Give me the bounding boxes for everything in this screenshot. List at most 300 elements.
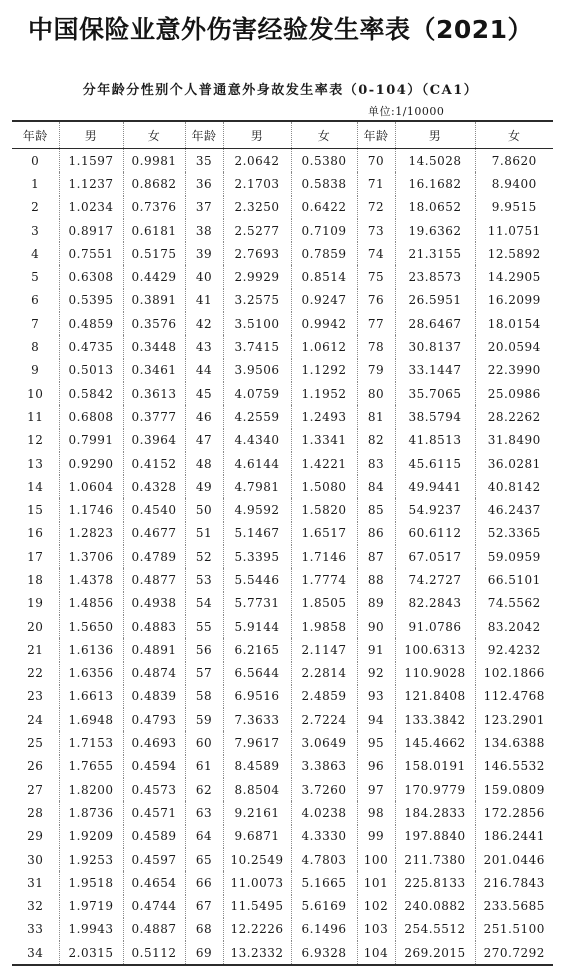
cell-female-rate: 1.9858 [291, 615, 357, 638]
cell-age: 86 [357, 522, 395, 545]
cell-age: 0 [31, 153, 40, 168]
cell-age: 38 [185, 219, 223, 242]
cell-male-rate: 0.5013 [59, 359, 123, 382]
cell-male-rate: 1.6356 [59, 662, 123, 685]
cell-female-rate: 0.4744 [123, 895, 185, 918]
cell-female-rate: 0.4328 [123, 475, 185, 498]
cell-male-rate: 2.7693 [223, 242, 291, 265]
cell-female-rate: 3.7260 [291, 778, 357, 801]
table-row [12, 149, 553, 173]
cell-female-rate: 31.8490 [475, 429, 553, 452]
cell-male-rate: 0.5395 [59, 289, 123, 312]
cell-male-rate: 49.9441 [395, 475, 475, 498]
cell-female-rate: 0.3448 [123, 335, 185, 358]
cell-age: 88 [357, 568, 395, 591]
cell-age: 72 [357, 196, 395, 219]
cell-female-rate: 172.2856 [475, 801, 553, 824]
cell-female-rate: 0.4874 [123, 662, 185, 685]
cell-female-rate: 1.7774 [291, 568, 357, 591]
cell-male-rate: 1.8200 [59, 778, 123, 801]
cell-male-rate: 1.0234 [59, 196, 123, 219]
header-female: 女 [475, 121, 553, 149]
cell-female-rate: 1.2493 [291, 405, 357, 428]
cell-female-rate: 146.5532 [475, 755, 553, 778]
cell-male-rate: 5.7731 [223, 592, 291, 615]
cell-male-rate: 0.5842 [59, 382, 123, 405]
cell-age: 5 [31, 270, 40, 285]
table-row [12, 825, 553, 848]
cell-age: 8 [31, 340, 40, 355]
cell-female-rate: 59.0959 [475, 545, 553, 568]
cell-age: 17 [27, 549, 44, 564]
cell-age: 58 [185, 685, 223, 708]
cell-age: 77 [357, 312, 395, 335]
cell-male-rate: 18.0652 [395, 196, 475, 219]
cell-female-rate: 0.6181 [123, 219, 185, 242]
cell-male-rate: 225.8133 [395, 871, 475, 894]
cell-male-rate: 145.4662 [395, 731, 475, 754]
cell-age: 74 [357, 242, 395, 265]
cell-female-rate: 8.9400 [475, 172, 553, 195]
cell-age: 73 [357, 219, 395, 242]
cell-age: 100 [357, 848, 395, 871]
table-row [12, 382, 553, 405]
cell-male-rate: 1.4856 [59, 592, 123, 615]
cell-female-rate: 0.8514 [291, 265, 357, 288]
cell-age: 40 [185, 265, 223, 288]
cell-male-rate: 6.9516 [223, 685, 291, 708]
cell-age: 29 [27, 829, 44, 844]
cell-male-rate: 54.9237 [395, 498, 475, 521]
cell-age: 64 [185, 825, 223, 848]
cell-female-rate: 0.4887 [123, 918, 185, 941]
cell-age: 69 [185, 941, 223, 965]
cell-female-rate: 74.5562 [475, 592, 553, 615]
cell-age: 70 [357, 149, 395, 173]
cell-female-rate: 1.8505 [291, 592, 357, 615]
cell-female-rate: 186.2441 [475, 825, 553, 848]
cell-age: 97 [357, 778, 395, 801]
cell-male-rate: 2.1703 [223, 172, 291, 195]
cell-female-rate: 0.4839 [123, 685, 185, 708]
cell-male-rate: 4.7981 [223, 475, 291, 498]
cell-male-rate: 2.3250 [223, 196, 291, 219]
cell-male-rate: 5.5446 [223, 568, 291, 591]
cell-age: 60 [185, 731, 223, 754]
cell-age: 71 [357, 172, 395, 195]
cell-male-rate: 7.3633 [223, 708, 291, 731]
cell-female-rate: 0.4654 [123, 871, 185, 894]
cell-age: 30 [27, 852, 44, 867]
cell-age: 21 [27, 642, 44, 657]
cell-male-rate: 3.2575 [223, 289, 291, 312]
cell-male-rate: 3.9506 [223, 359, 291, 382]
cell-age: 89 [357, 592, 395, 615]
cell-female-rate: 1.0612 [291, 335, 357, 358]
cell-male-rate: 1.1746 [59, 498, 123, 521]
cell-age: 25 [27, 736, 44, 751]
cell-male-rate: 8.8504 [223, 778, 291, 801]
cell-female-rate: 6.9328 [291, 941, 357, 965]
cell-male-rate: 4.9592 [223, 498, 291, 521]
cell-age: 12 [27, 433, 44, 448]
cell-age: 92 [357, 662, 395, 685]
cell-female-rate: 0.4789 [123, 545, 185, 568]
cell-male-rate: 19.6362 [395, 219, 475, 242]
cell-female-rate: 1.7146 [291, 545, 357, 568]
cell-male-rate: 158.0191 [395, 755, 475, 778]
cell-male-rate: 110.9028 [395, 662, 475, 685]
cell-age: 23 [27, 689, 44, 704]
header-male: 男 [223, 121, 291, 149]
table-row [12, 615, 553, 638]
cell-age: 19 [27, 596, 44, 611]
table-row [12, 638, 553, 661]
cell-age: 66 [185, 871, 223, 894]
cell-age: 63 [185, 801, 223, 824]
cell-male-rate: 4.0759 [223, 382, 291, 405]
cell-age: 103 [357, 918, 395, 941]
cell-female-rate: 3.3863 [291, 755, 357, 778]
header-male: 男 [395, 121, 475, 149]
cell-female-rate: 0.9247 [291, 289, 357, 312]
cell-female-rate: 52.3365 [475, 522, 553, 545]
cell-age: 44 [185, 359, 223, 382]
cell-female-rate: 12.5892 [475, 242, 553, 265]
cell-female-rate: 5.6169 [291, 895, 357, 918]
cell-male-rate: 0.4859 [59, 312, 123, 335]
cell-female-rate: 1.4221 [291, 452, 357, 475]
cell-male-rate: 121.8408 [395, 685, 475, 708]
table-row [12, 941, 553, 965]
cell-age: 51 [185, 522, 223, 545]
cell-male-rate: 21.3155 [395, 242, 475, 265]
cell-male-rate: 11.0073 [223, 871, 291, 894]
cell-age: 11 [27, 409, 44, 424]
cell-male-rate: 5.9144 [223, 615, 291, 638]
cell-age: 83 [357, 452, 395, 475]
table-row [12, 172, 553, 195]
cell-male-rate: 197.8840 [395, 825, 475, 848]
cell-male-rate: 7.9617 [223, 731, 291, 754]
header-row [12, 121, 553, 149]
cell-age: 78 [357, 335, 395, 358]
table-row [12, 242, 553, 265]
table-row [12, 265, 553, 288]
cell-age: 96 [357, 755, 395, 778]
cell-age: 59 [185, 708, 223, 731]
cell-age: 46 [185, 405, 223, 428]
cell-male-rate: 5.1467 [223, 522, 291, 545]
cell-age: 2 [31, 200, 40, 215]
cell-age: 55 [185, 615, 223, 638]
cell-male-rate: 3.5100 [223, 312, 291, 335]
table-row [12, 312, 553, 335]
cell-age: 26 [27, 759, 44, 774]
cell-male-rate: 2.9929 [223, 265, 291, 288]
cell-age: 15 [27, 503, 44, 518]
table-row [12, 405, 553, 428]
cell-age: 27 [27, 782, 44, 797]
cell-female-rate: 2.4859 [291, 685, 357, 708]
cell-female-rate: 201.0446 [475, 848, 553, 871]
cell-male-rate: 3.7415 [223, 335, 291, 358]
cell-female-rate: 0.4152 [123, 452, 185, 475]
cell-age: 99 [357, 825, 395, 848]
cell-male-rate: 16.1682 [395, 172, 475, 195]
cell-age: 101 [357, 871, 395, 894]
cell-female-rate: 0.4589 [123, 825, 185, 848]
cell-female-rate: 233.5685 [475, 895, 553, 918]
cell-female-rate: 123.2901 [475, 708, 553, 731]
cell-male-rate: 1.7655 [59, 755, 123, 778]
cell-female-rate: 1.5820 [291, 498, 357, 521]
cell-age: 16 [27, 526, 44, 541]
cell-age: 56 [185, 638, 223, 661]
cell-female-rate: 2.2814 [291, 662, 357, 685]
cell-male-rate: 1.6948 [59, 708, 123, 731]
cell-age: 37 [185, 196, 223, 219]
cell-male-rate: 0.7551 [59, 242, 123, 265]
cell-female-rate: 0.4571 [123, 801, 185, 824]
cell-male-rate: 30.8137 [395, 335, 475, 358]
cell-male-rate: 100.6313 [395, 638, 475, 661]
cell-age: 48 [185, 452, 223, 475]
cell-female-rate: 1.1952 [291, 382, 357, 405]
cell-female-rate: 0.7109 [291, 219, 357, 242]
cell-male-rate: 8.4589 [223, 755, 291, 778]
table-row [12, 801, 553, 824]
cell-male-rate: 1.6136 [59, 638, 123, 661]
cell-male-rate: 5.3395 [223, 545, 291, 568]
table-row [12, 848, 553, 871]
cell-age: 94 [357, 708, 395, 731]
cell-male-rate: 0.6308 [59, 265, 123, 288]
table-row [12, 196, 553, 219]
cell-male-rate: 4.4340 [223, 429, 291, 452]
cell-age: 50 [185, 498, 223, 521]
table-row [12, 289, 553, 312]
cell-age: 36 [185, 172, 223, 195]
cell-male-rate: 0.8917 [59, 219, 123, 242]
table-row [12, 359, 553, 382]
cell-age: 20 [27, 619, 44, 634]
cell-age: 52 [185, 545, 223, 568]
cell-female-rate: 4.7803 [291, 848, 357, 871]
cell-female-rate: 66.5101 [475, 568, 553, 591]
cell-female-rate: 0.4594 [123, 755, 185, 778]
header-male: 男 [59, 121, 123, 149]
cell-male-rate: 1.1237 [59, 172, 123, 195]
cell-age: 22 [27, 666, 44, 681]
cell-female-rate: 0.4597 [123, 848, 185, 871]
cell-age: 90 [357, 615, 395, 638]
cell-age: 31 [27, 875, 44, 890]
cell-age: 62 [185, 778, 223, 801]
cell-male-rate: 1.0604 [59, 475, 123, 498]
cell-female-rate: 0.4793 [123, 708, 185, 731]
cell-age: 82 [357, 429, 395, 452]
cell-male-rate: 1.2823 [59, 522, 123, 545]
cell-female-rate: 18.0154 [475, 312, 553, 335]
cell-male-rate: 67.0517 [395, 545, 475, 568]
cell-female-rate: 0.3777 [123, 405, 185, 428]
cell-age: 35 [185, 149, 223, 173]
header-female: 女 [123, 121, 185, 149]
table-row [12, 731, 553, 754]
cell-male-rate: 0.7991 [59, 429, 123, 452]
cell-male-rate: 240.0882 [395, 895, 475, 918]
cell-female-rate: 22.3990 [475, 359, 553, 382]
cell-female-rate: 270.7292 [475, 941, 553, 965]
cell-female-rate: 251.5100 [475, 918, 553, 941]
table-row [12, 568, 553, 591]
cell-male-rate: 13.2332 [223, 941, 291, 965]
cell-male-rate: 170.9779 [395, 778, 475, 801]
cell-female-rate: 0.7859 [291, 242, 357, 265]
cell-female-rate: 14.2905 [475, 265, 553, 288]
cell-female-rate: 4.0238 [291, 801, 357, 824]
cell-male-rate: 1.5650 [59, 615, 123, 638]
cell-age: 6 [31, 293, 40, 308]
cell-age: 7 [31, 316, 40, 331]
table-row [12, 429, 553, 452]
cell-age: 4 [31, 246, 40, 261]
cell-age: 54 [185, 592, 223, 615]
cell-female-rate: 83.2042 [475, 615, 553, 638]
cell-male-rate: 0.6808 [59, 405, 123, 428]
cell-female-rate: 25.0986 [475, 382, 553, 405]
table-row [12, 545, 553, 568]
cell-age: 104 [357, 941, 395, 965]
cell-male-rate: 2.5277 [223, 219, 291, 242]
cell-female-rate: 2.7224 [291, 708, 357, 731]
cell-male-rate: 6.5644 [223, 662, 291, 685]
cell-female-rate: 92.4232 [475, 638, 553, 661]
cell-age: 43 [185, 335, 223, 358]
cell-female-rate: 36.0281 [475, 452, 553, 475]
cell-female-rate: 46.2437 [475, 498, 553, 521]
cell-age: 41 [185, 289, 223, 312]
cell-male-rate: 0.9290 [59, 452, 123, 475]
cell-male-rate: 1.7153 [59, 731, 123, 754]
cell-female-rate: 0.4883 [123, 615, 185, 638]
cell-male-rate: 14.5028 [395, 149, 475, 173]
cell-age: 33 [27, 922, 44, 937]
table-body [12, 149, 553, 966]
cell-male-rate: 2.0315 [59, 941, 123, 965]
cell-female-rate: 0.9981 [123, 149, 185, 173]
table-row [12, 335, 553, 358]
cell-female-rate: 16.2099 [475, 289, 553, 312]
cell-female-rate: 112.4768 [475, 685, 553, 708]
cell-male-rate: 4.6144 [223, 452, 291, 475]
cell-age: 14 [27, 479, 44, 494]
cell-age: 53 [185, 568, 223, 591]
cell-male-rate: 254.5512 [395, 918, 475, 941]
cell-female-rate: 0.8682 [123, 172, 185, 195]
cell-female-rate: 0.5838 [291, 172, 357, 195]
page-title: 中国保险业意外伤害经验发生率表（2021） [27, 15, 534, 44]
cell-age: 45 [185, 382, 223, 405]
cell-age: 49 [185, 475, 223, 498]
cell-female-rate: 28.2262 [475, 405, 553, 428]
cell-female-rate: 0.4693 [123, 731, 185, 754]
cell-age: 84 [357, 475, 395, 498]
cell-female-rate: 0.5175 [123, 242, 185, 265]
cell-female-rate: 0.6422 [291, 196, 357, 219]
cell-age: 1 [31, 176, 40, 191]
cell-female-rate: 1.3341 [291, 429, 357, 452]
cell-female-rate: 216.7843 [475, 871, 553, 894]
cell-male-rate: 23.8573 [395, 265, 475, 288]
cell-male-rate: 45.6115 [395, 452, 475, 475]
cell-female-rate: 11.0751 [475, 219, 553, 242]
table-title: 分年龄分性别个人普通意外身故发生率表（0-104）（CA1） [82, 83, 479, 98]
cell-male-rate: 6.2165 [223, 638, 291, 661]
cell-age: 10 [27, 386, 44, 401]
cell-male-rate: 12.2226 [223, 918, 291, 941]
cell-female-rate: 3.0649 [291, 731, 357, 754]
table-row [12, 662, 553, 685]
cell-male-rate: 1.9253 [59, 848, 123, 871]
cell-age: 87 [357, 545, 395, 568]
cell-male-rate: 41.8513 [395, 429, 475, 452]
cell-male-rate: 1.4378 [59, 568, 123, 591]
cell-age: 67 [185, 895, 223, 918]
cell-female-rate: 0.4877 [123, 568, 185, 591]
cell-male-rate: 28.6467 [395, 312, 475, 335]
cell-female-rate: 1.1292 [291, 359, 357, 382]
cell-male-rate: 9.6871 [223, 825, 291, 848]
cell-age: 42 [185, 312, 223, 335]
cell-female-rate: 0.4429 [123, 265, 185, 288]
cell-age: 95 [357, 731, 395, 754]
cell-female-rate: 7.8620 [475, 149, 553, 173]
cell-age: 34 [12, 941, 59, 965]
cell-age: 32 [27, 899, 44, 914]
cell-female-rate: 0.3964 [123, 429, 185, 452]
rate-table [12, 120, 553, 966]
cell-age: 9 [31, 363, 40, 378]
table-row [12, 498, 553, 521]
cell-age: 57 [185, 662, 223, 685]
cell-male-rate: 10.2549 [223, 848, 291, 871]
cell-male-rate: 60.6112 [395, 522, 475, 545]
cell-age: 68 [185, 918, 223, 941]
table-row [12, 522, 553, 545]
cell-male-rate: 82.2843 [395, 592, 475, 615]
cell-age: 24 [27, 712, 44, 727]
cell-female-rate: 0.4677 [123, 522, 185, 545]
cell-female-rate: 0.9942 [291, 312, 357, 335]
cell-male-rate: 211.7380 [395, 848, 475, 871]
cell-male-rate: 74.2727 [395, 568, 475, 591]
cell-female-rate: 0.3576 [123, 312, 185, 335]
table-row [12, 895, 553, 918]
table-row [12, 755, 553, 778]
header-female: 女 [291, 121, 357, 149]
cell-age: 76 [357, 289, 395, 312]
cell-age: 3 [31, 223, 40, 238]
cell-age: 61 [185, 755, 223, 778]
cell-male-rate: 9.2161 [223, 801, 291, 824]
cell-female-rate: 9.9515 [475, 196, 553, 219]
cell-male-rate: 2.0642 [223, 149, 291, 173]
cell-female-rate: 20.0594 [475, 335, 553, 358]
cell-male-rate: 4.2559 [223, 405, 291, 428]
table-row [12, 778, 553, 801]
